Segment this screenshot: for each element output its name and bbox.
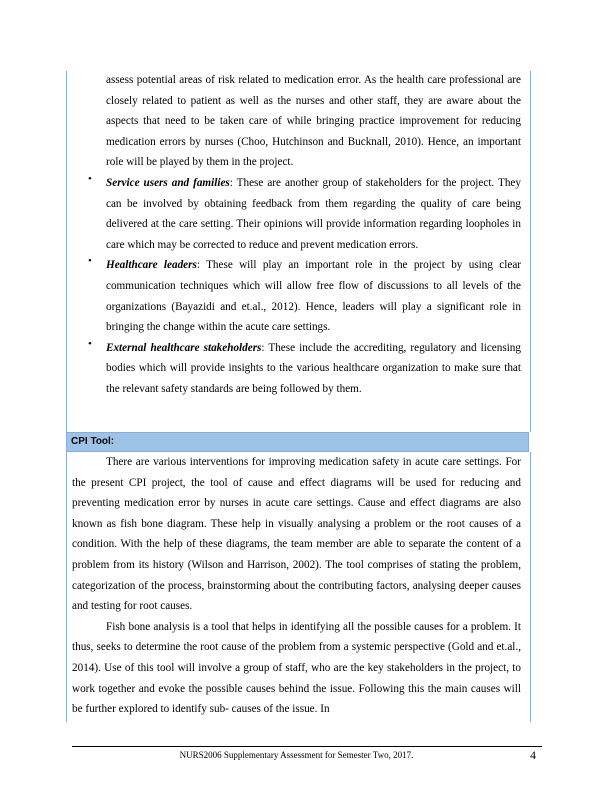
bullet-text: : These include the accrediting, regulatory and licensing bodies which will provide insights to the various healthcare organization to make sure that the relevant safety standards are being followed by them. — [106, 341, 521, 395]
bullet-item — [88, 337, 521, 400]
page-number: 4 — [530, 748, 536, 762]
bullet-term: External healthcare stakeholders — [106, 341, 262, 354]
cpi-paragraph: Fish bone analysis is a tool that helps in identifying all the possible causes for a problem. It thus, seeks to determine the root cause of the problem from a systemic perspective (Gold and et.al., 2014). Use of this tool will involve a group of staff, who are the key stakeholders in the project, to work together and evoke the possible causes behind the issue. Following this the main causes will be further explored to identify sub- causes of the issue. In — [72, 620, 521, 716]
cpi-paragraph: There are various interventions for improving medication safety in acute care settings. For the present CPI project, the tool of cause and effect diagrams will be used for reducing and preventing medication error by nurses in acute care settings. Cause and effect diagrams are also known as fish bone diagram. These help in visually analysing a problem or the root causes of a condition. With the help of these diagrams, the team member are able to separate the content of a problem from its history (Wilson and Harrison, 2002). The tool comprises of stating the problem, categorization of the process, brainstorming about the contributing factors, analysing deeper causes and testing for root causes. — [72, 456, 521, 613]
footer-text: NURS2006 Supplementary Assessment for Semester Two, 2017. — [179, 750, 414, 760]
cpi-section — [72, 452, 521, 720]
bullet-term: Service users and families — [106, 176, 230, 189]
bullet-text: : These are another group of stakeholders for the project. They can be involved by obtaining feedback from them regarding the quality of care being delivered at the care setting. Their opinions will provide information regarding loopholes in care which may be corrected to reduce and prevent medication errors. — [106, 176, 521, 251]
continuation-paragraph: assess potential areas of risk related to medication error. As the health care professional are closely related to patient as well as the nurses and other staff, they are aware about the aspects that need to be taken care of while bringing practice improvement for reducing medication errors by nurses (Choo, Hutchinson and Bucknall, 2010). Hence, an important role will be played by them in the project. — [106, 74, 521, 169]
bullet-dot-icon: • — [88, 255, 92, 268]
bullet-dot-icon: • — [88, 172, 92, 185]
stakeholders-section — [88, 70, 522, 400]
bullet-term: Healthcare leaders — [106, 259, 197, 272]
bullet-item — [88, 255, 522, 337]
bullet-dot-icon: • — [88, 337, 92, 350]
bullet-text: : These will play an important role in the project by using clear communication techniques which will allow free flow of discussions to all levels of the organizations (Bayazidi and et.al., 2012). Hence, leaders will play a significant role in bringing the change within the acute care settings. — [106, 259, 522, 334]
footer-divider — [72, 746, 542, 747]
bullet-item — [88, 172, 521, 255]
cpi-tool-header: CPI Tool: — [66, 432, 529, 452]
